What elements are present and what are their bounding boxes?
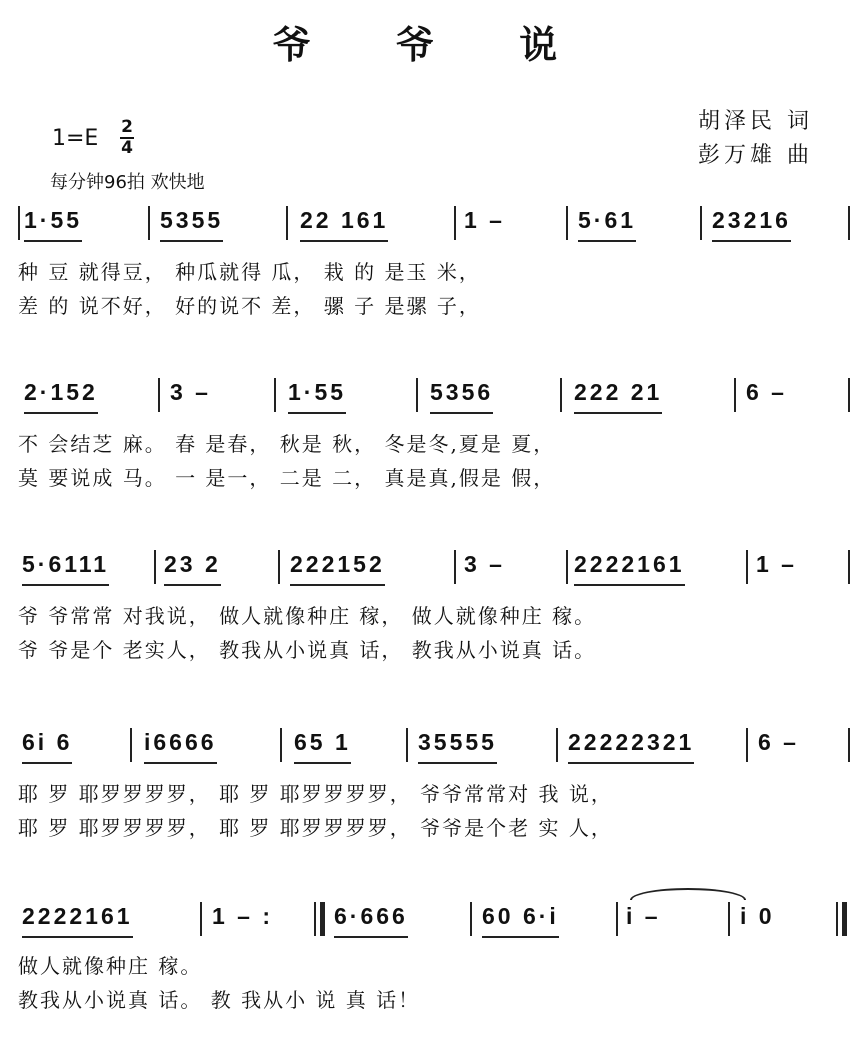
measure: 222152 [290, 544, 385, 586]
key-signature: 1=E [52, 126, 99, 151]
lyric-line-2: 莫 要说成 马。 一 是一， 二是 二， 真是真,假是 假， [18, 466, 556, 490]
measure: 3 – [170, 379, 211, 405]
measure: 23 2 [164, 544, 221, 586]
notation-line [18, 544, 852, 604]
lyric-line-1: 爷 爷常常 对我说， 做人就像种庄 稼， 做人就像种庄 稼。 [18, 604, 597, 628]
composer-credit: 彭万雄 曲 [698, 143, 813, 168]
notation-line [18, 372, 852, 432]
lyric-line-1: 耶 罗 耶罗罗罗罗， 耶 罗 耶罗罗罗罗， 爷爷常常对 我 说， [18, 782, 613, 806]
time-signature [120, 118, 134, 158]
tie-arc [630, 888, 746, 900]
measure: 6·666 [334, 896, 408, 938]
measure: i6666 [144, 722, 217, 764]
measure: 23216 [712, 200, 791, 242]
notation-line [18, 896, 852, 956]
time-signature-top: 2 [121, 117, 133, 137]
measure: 60 6·i [482, 896, 559, 938]
notation-line [18, 722, 852, 782]
lyric-line-1: 种 豆 就得豆， 种瓜就得 瓜， 栽 的 是玉 米， [18, 260, 481, 284]
measure: 1·55 [24, 200, 82, 242]
measure: 2222161 [574, 544, 685, 586]
measure: 3 – [464, 551, 505, 577]
measure: 65 1 [294, 722, 351, 764]
lyric-line-1: 不 会结芝 麻。 春 是春， 秋是 秋， 冬是冬,夏是 夏， [18, 432, 556, 456]
measure: i 0 [740, 903, 775, 929]
measure: 1·55 [288, 372, 346, 414]
measure: 35555 [418, 722, 497, 764]
measure: 2·152 [24, 372, 98, 414]
measure: 22222321 [568, 722, 694, 764]
notation-line [18, 200, 852, 260]
time-signature-bottom: 4 [121, 138, 133, 158]
measure: 5·61 [578, 200, 636, 242]
measure: 6i 6 [22, 722, 72, 764]
tempo-marking: 每分钟96拍 欢快地 [50, 172, 205, 193]
lyric-line-2: 差 的 说不好， 好的说不 差， 骡 子 是骡 子， [18, 294, 481, 318]
song-title: 爷 爷 说 [272, 22, 594, 67]
measure: 1 – [464, 207, 505, 233]
measure: 6 – [746, 379, 787, 405]
measure: 5·6111 [22, 544, 109, 586]
lyricist-credit: 胡泽民 词 [698, 109, 813, 134]
lyric-line-1: 做人就像种庄 稼。 [18, 954, 203, 978]
measure: 222 21 [574, 372, 662, 414]
measure: 1 – [756, 551, 797, 577]
measure: 22 161 [300, 200, 388, 242]
lyric-line-2: 爷 爷是个 老实人， 教我从小说真 话， 教我从小说真 话。 [18, 638, 597, 662]
measure: 5356 [430, 372, 493, 414]
lyric-line-2: 耶 罗 耶罗罗罗罗， 耶 罗 耶罗罗罗罗， 爷爷是个老 实 人， [18, 816, 613, 840]
measure: i – [626, 903, 661, 929]
measure: 6 – [758, 729, 799, 755]
measure: 1 – : [212, 903, 274, 929]
lyric-line-2: 教我从小说真 话。 教 我从小 说 真 话！ [18, 988, 421, 1012]
measure: 5355 [160, 200, 223, 242]
measure: 2222161 [22, 896, 133, 938]
